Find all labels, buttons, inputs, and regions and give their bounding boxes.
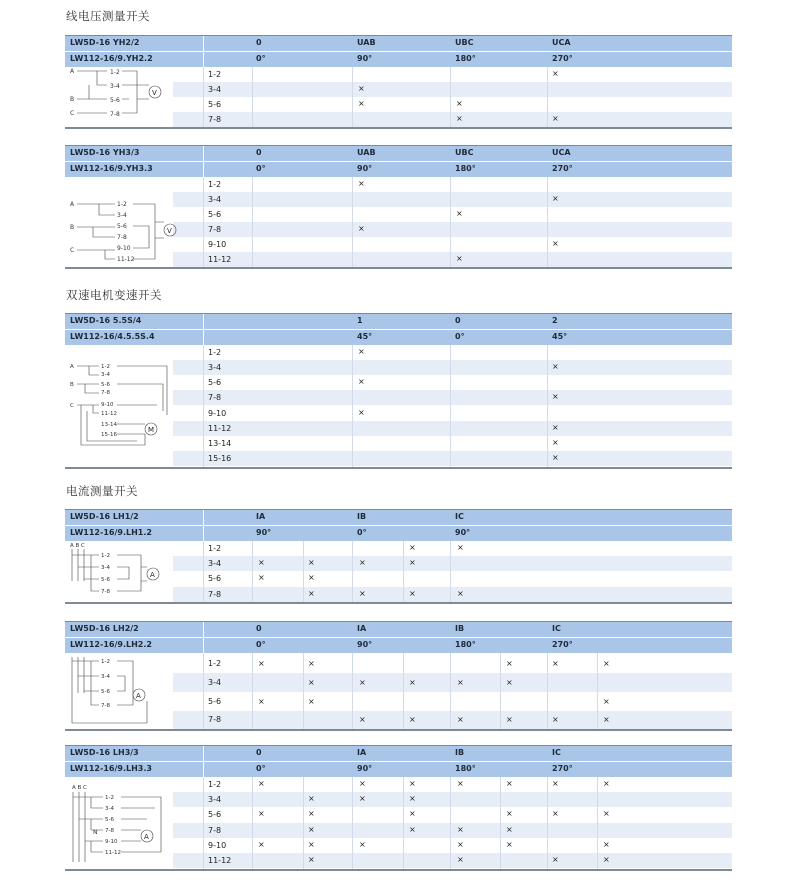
- contact-closed-mark: ×: [258, 697, 265, 706]
- contact-closed-mark: ×: [308, 809, 315, 818]
- contact-pair-label: 5-6: [208, 574, 222, 583]
- contact-pair-label: 5-6: [208, 210, 222, 219]
- contact-closed-mark: ×: [409, 543, 416, 552]
- position-label: IB: [357, 512, 367, 521]
- position-label: IC: [552, 748, 561, 757]
- contact-closed-mark: ×: [258, 779, 265, 788]
- svg-text:1-2: 1-2: [101, 364, 110, 370]
- svg-text:B: B: [70, 382, 74, 388]
- table-header-row-2: [65, 761, 732, 777]
- model-name: LW112-16/9.LH2.2: [70, 640, 152, 649]
- voltmeter-icon: V: [152, 89, 157, 97]
- contact-pair-label: 13-14: [208, 439, 232, 448]
- contact-closed-mark: ×: [358, 347, 365, 356]
- svg-text:A: A: [70, 364, 74, 370]
- contact-closed-mark: ×: [308, 573, 315, 582]
- angle-label: 0°: [357, 528, 367, 537]
- angle-label: 180°: [455, 54, 476, 63]
- contact-closed-mark: ×: [552, 453, 559, 462]
- position-label: UAB: [357, 38, 376, 47]
- contact-pair-label: 11-12: [208, 255, 232, 264]
- contact-closed-mark: ×: [456, 209, 463, 218]
- svg-text:B: B: [70, 96, 75, 103]
- contact-closed-mark: ×: [506, 825, 513, 834]
- contact-closed-mark: ×: [358, 224, 365, 233]
- switch-table-yh3: [65, 145, 732, 269]
- contact-pair-label: 3-4: [208, 795, 222, 804]
- svg-text:C: C: [70, 403, 74, 409]
- contact-closed-mark: ×: [552, 779, 559, 788]
- contact-closed-mark: ×: [457, 840, 464, 849]
- svg-text:1-2: 1-2: [110, 69, 120, 76]
- svg-text:3-4: 3-4: [105, 806, 114, 812]
- contact-closed-mark: ×: [552, 809, 559, 818]
- contact-closed-mark: ×: [457, 779, 464, 788]
- angle-label: 180°: [455, 764, 476, 773]
- contact-closed-mark: ×: [603, 855, 610, 864]
- contact-pair-label: 9-10: [208, 409, 227, 418]
- contact-closed-mark: ×: [552, 114, 559, 123]
- position-label: 0: [455, 316, 461, 325]
- contact-closed-mark: ×: [457, 715, 464, 724]
- angle-label: 270°: [552, 164, 573, 173]
- contact-closed-mark: ×: [409, 558, 416, 567]
- contact-closed-mark: ×: [603, 659, 610, 668]
- angle-label: 90°: [357, 164, 373, 173]
- svg-text:1-2: 1-2: [105, 795, 114, 801]
- contact-closed-mark: ×: [258, 809, 265, 818]
- wiring-diagram: [67, 541, 175, 601]
- contact-closed-mark: ×: [456, 99, 463, 108]
- svg-text:1-2: 1-2: [101, 659, 110, 665]
- contact-closed-mark: ×: [457, 589, 464, 598]
- svg-text:11-12: 11-12: [101, 411, 117, 417]
- svg-text:3-4: 3-4: [101, 565, 110, 571]
- svg-text:7-8: 7-8: [105, 828, 114, 834]
- angle-label: 270°: [552, 640, 573, 649]
- contact-closed-mark: ×: [552, 194, 559, 203]
- contact-closed-mark: ×: [506, 678, 513, 687]
- contact-closed-mark: ×: [258, 840, 265, 849]
- contact-closed-mark: ×: [552, 239, 559, 248]
- contact-closed-mark: ×: [409, 825, 416, 834]
- contact-closed-mark: ×: [358, 377, 365, 386]
- contact-closed-mark: ×: [457, 543, 464, 552]
- switch-table-yh2: [65, 35, 732, 129]
- svg-text:7-8: 7-8: [101, 589, 110, 595]
- svg-text:1-2: 1-2: [117, 201, 127, 208]
- contact-closed-mark: ×: [603, 779, 610, 788]
- svg-text:C: C: [70, 247, 75, 254]
- position-label: IB: [455, 748, 465, 757]
- position-label: UBC: [455, 38, 474, 47]
- contact-closed-mark: ×: [308, 794, 315, 803]
- svg-text:B: B: [70, 224, 75, 231]
- contact-closed-mark: ×: [506, 659, 513, 668]
- contact-closed-mark: ×: [506, 715, 513, 724]
- contact-closed-mark: ×: [552, 69, 559, 78]
- contact-pair-label: 9-10: [208, 240, 227, 249]
- position-label: UCA: [552, 38, 571, 47]
- svg-text:C: C: [70, 110, 75, 117]
- angle-label: 45°: [357, 332, 373, 341]
- contact-closed-mark: ×: [457, 678, 464, 687]
- contact-pair-label: 3-4: [208, 195, 222, 204]
- table-header-row-2: [65, 51, 732, 67]
- contact-closed-mark: ×: [603, 697, 610, 706]
- contact-pair-label: 3-4: [208, 559, 222, 568]
- position-label: 0: [256, 748, 262, 757]
- contact-pair-label: 5-6: [208, 100, 222, 109]
- contact-closed-mark: ×: [359, 715, 366, 724]
- contact-pair-label: 3-4: [208, 363, 222, 372]
- position-label: 2: [552, 316, 558, 325]
- position-label: IC: [552, 624, 561, 633]
- svg-text:5-6: 5-6: [101, 577, 110, 583]
- model-name: LW112-16/9.YH2.2: [70, 54, 153, 63]
- contact-closed-mark: ×: [359, 558, 366, 567]
- contact-pair-label: 11-12: [208, 424, 232, 433]
- contact-pair-label: 1-2: [208, 348, 222, 357]
- contact-closed-mark: ×: [552, 659, 559, 668]
- svg-text:A: A: [70, 68, 75, 75]
- contact-pair-label: 1-2: [208, 659, 222, 668]
- model-name: LW112-16/9.LH3.3: [70, 764, 152, 773]
- contact-closed-mark: ×: [359, 840, 366, 849]
- contact-closed-mark: ×: [457, 825, 464, 834]
- contact-closed-mark: ×: [308, 558, 315, 567]
- angle-label: 0°: [455, 332, 465, 341]
- svg-text:3-4: 3-4: [101, 372, 110, 378]
- contact-pair-label: 7-8: [208, 826, 222, 835]
- contact-pair-label: 1-2: [208, 544, 222, 553]
- svg-text:N: N: [93, 829, 98, 836]
- voltmeter-icon: V: [167, 227, 172, 235]
- contact-closed-mark: ×: [603, 809, 610, 818]
- contact-closed-mark: ×: [308, 840, 315, 849]
- contact-pair-label: 3-4: [208, 678, 222, 687]
- section-heading-current: 电流测量开关: [66, 484, 138, 498]
- table-header-row-2: [65, 637, 732, 653]
- svg-text:A: A: [70, 201, 75, 208]
- table-header-row-1: [65, 621, 732, 637]
- contact-closed-mark: ×: [506, 809, 513, 818]
- contact-closed-mark: ×: [603, 840, 610, 849]
- svg-text:3-4: 3-4: [101, 674, 110, 680]
- contact-closed-mark: ×: [359, 794, 366, 803]
- angle-label: 0°: [256, 764, 266, 773]
- position-label: IC: [455, 512, 464, 521]
- svg-text:7-8: 7-8: [101, 390, 110, 396]
- contact-pair-label: 7-8: [208, 115, 222, 124]
- contact-closed-mark: ×: [258, 573, 265, 582]
- svg-text:5-6: 5-6: [105, 817, 114, 823]
- position-label: UAB: [357, 148, 376, 157]
- svg-text:7-8: 7-8: [117, 234, 127, 241]
- angle-label: 0°: [256, 640, 266, 649]
- contact-closed-mark: ×: [359, 589, 366, 598]
- contact-closed-mark: ×: [359, 678, 366, 687]
- contact-closed-mark: ×: [358, 84, 365, 93]
- angle-label: 180°: [455, 640, 476, 649]
- svg-text:A B C: A B C: [72, 785, 87, 791]
- angle-label: 90°: [256, 528, 272, 537]
- angle-label: 270°: [552, 54, 573, 63]
- svg-text:11-12: 11-12: [117, 256, 135, 263]
- switch-table-lh3: [65, 745, 732, 871]
- table-header-row-1: [65, 509, 732, 525]
- contact-pair-label: 5-6: [208, 378, 222, 387]
- section-heading-voltage: 线电压测量开关: [66, 9, 150, 23]
- contact-closed-mark: ×: [456, 254, 463, 263]
- angle-label: 90°: [357, 54, 373, 63]
- contact-pair-label: 1-2: [208, 780, 222, 789]
- contact-pair-label: 7-8: [208, 715, 222, 724]
- model-name: LW5D-16 5.5S/4: [70, 316, 142, 325]
- angle-label: 180°: [455, 164, 476, 173]
- angle-label: 0°: [256, 54, 266, 63]
- contact-closed-mark: ×: [258, 659, 265, 668]
- ammeter-icon: A: [136, 692, 141, 700]
- contact-pair-label: 5-6: [208, 697, 222, 706]
- position-label: 0: [256, 38, 262, 47]
- angle-label: 0°: [256, 164, 266, 173]
- svg-text:3-4: 3-4: [117, 212, 127, 219]
- svg-text:7-8: 7-8: [101, 703, 110, 709]
- position-label: UCA: [552, 148, 571, 157]
- contact-closed-mark: ×: [409, 715, 416, 724]
- contact-closed-mark: ×: [552, 438, 559, 447]
- svg-text:15-16: 15-16: [101, 432, 117, 438]
- contact-closed-mark: ×: [308, 589, 315, 598]
- svg-text:5-6: 5-6: [110, 97, 120, 104]
- contact-closed-mark: ×: [409, 678, 416, 687]
- model-name: LW112-16/9.YH3.3: [70, 164, 153, 173]
- contact-closed-mark: ×: [506, 779, 513, 788]
- contact-closed-mark: ×: [258, 558, 265, 567]
- contact-closed-mark: ×: [358, 408, 365, 417]
- contact-pair-label: 7-8: [208, 225, 222, 234]
- section-heading-dual-speed: 双速电机变速开关: [66, 288, 162, 302]
- contact-pair-label: 15-16: [208, 454, 232, 463]
- contact-closed-mark: ×: [552, 362, 559, 371]
- table-header-row-1: [65, 313, 732, 329]
- svg-text:9-10: 9-10: [117, 245, 131, 252]
- contact-closed-mark: ×: [506, 840, 513, 849]
- table-header-row-1: [65, 145, 732, 161]
- position-label: IA: [357, 748, 367, 757]
- contact-closed-mark: ×: [603, 715, 610, 724]
- position-label: 0: [256, 624, 262, 633]
- model-name: LW5D-16 YH3/3: [70, 148, 140, 157]
- contact-closed-mark: ×: [409, 809, 416, 818]
- position-label: 0: [256, 148, 262, 157]
- svg-text:1-2: 1-2: [101, 553, 110, 559]
- angle-label: 90°: [455, 528, 471, 537]
- contact-closed-mark: ×: [457, 855, 464, 864]
- contact-pair-label: 9-10: [208, 841, 227, 850]
- contact-closed-mark: ×: [409, 794, 416, 803]
- angle-label: 90°: [357, 640, 373, 649]
- model-name: LW112-16/4.5.5S.4: [70, 332, 155, 341]
- contact-closed-mark: ×: [552, 715, 559, 724]
- wiring-diagram: [67, 653, 175, 727]
- contact-closed-mark: ×: [552, 423, 559, 432]
- svg-text:9-10: 9-10: [105, 839, 118, 845]
- contact-closed-mark: ×: [308, 678, 315, 687]
- contact-pair-label: 5-6: [208, 810, 222, 819]
- angle-label: 45°: [552, 332, 568, 341]
- motor-icon: M: [148, 426, 155, 434]
- table-header-row-2: [65, 161, 732, 177]
- position-label: UBC: [455, 148, 474, 157]
- angle-label: 270°: [552, 764, 573, 773]
- model-name: LW5D-16 LH2/2: [70, 624, 139, 633]
- switch-table-dual-speed: [65, 313, 732, 469]
- switch-table-lh1: [65, 509, 732, 604]
- contact-closed-mark: ×: [308, 697, 315, 706]
- contact-pair-label: 11-12: [208, 856, 232, 865]
- contact-closed-mark: ×: [358, 179, 365, 188]
- model-name: LW5D-16 LH3/3: [70, 748, 139, 757]
- svg-text:3-4: 3-4: [110, 83, 120, 90]
- contact-closed-mark: ×: [358, 99, 365, 108]
- position-label: IA: [357, 624, 367, 633]
- position-label: 1: [357, 316, 363, 325]
- ammeter-icon: A: [150, 571, 155, 579]
- model-name: LW5D-16 LH1/2: [70, 512, 139, 521]
- model-name: LW5D-16 YH2/2: [70, 38, 140, 47]
- contact-closed-mark: ×: [409, 779, 416, 788]
- position-label: IA: [256, 512, 266, 521]
- contact-closed-mark: ×: [308, 825, 315, 834]
- position-label: IB: [455, 624, 465, 633]
- table-header-row-1: [65, 35, 732, 51]
- contact-closed-mark: ×: [409, 589, 416, 598]
- angle-label: 90°: [357, 764, 373, 773]
- contact-closed-mark: ×: [456, 114, 463, 123]
- wiring-diagram: [67, 345, 177, 465]
- wiring-diagram: [67, 777, 177, 867]
- wiring-diagram: [67, 67, 175, 125]
- model-name: LW112-16/9.LH1.2: [70, 528, 152, 537]
- svg-text:13-14: 13-14: [101, 422, 117, 428]
- contact-closed-mark: ×: [308, 855, 315, 864]
- contact-pair-label: 7-8: [208, 393, 222, 402]
- svg-text:5-6: 5-6: [117, 223, 127, 230]
- table-header-row-2: [65, 329, 732, 345]
- contact-closed-mark: ×: [552, 392, 559, 401]
- contact-pair-label: 1-2: [208, 70, 222, 79]
- svg-text:7-8: 7-8: [110, 111, 120, 118]
- contact-closed-mark: ×: [308, 659, 315, 668]
- switch-table-lh2: [65, 621, 732, 731]
- wiring-diagram: [67, 177, 187, 265]
- svg-text:9-10: 9-10: [101, 402, 114, 408]
- contact-pair-label: 7-8: [208, 590, 222, 599]
- svg-text:11-12: 11-12: [105, 850, 121, 856]
- table-header-row-2: [65, 525, 732, 541]
- contact-closed-mark: ×: [552, 855, 559, 864]
- contact-pair-label: 1-2: [208, 180, 222, 189]
- svg-text:5-6: 5-6: [101, 382, 110, 388]
- table-header-row-1: [65, 745, 732, 761]
- contact-pair-label: 3-4: [208, 85, 222, 94]
- svg-text:A B C: A B C: [70, 543, 85, 549]
- ammeter-icon: A: [144, 833, 149, 841]
- svg-text:5-6: 5-6: [101, 689, 110, 695]
- contact-closed-mark: ×: [359, 779, 366, 788]
